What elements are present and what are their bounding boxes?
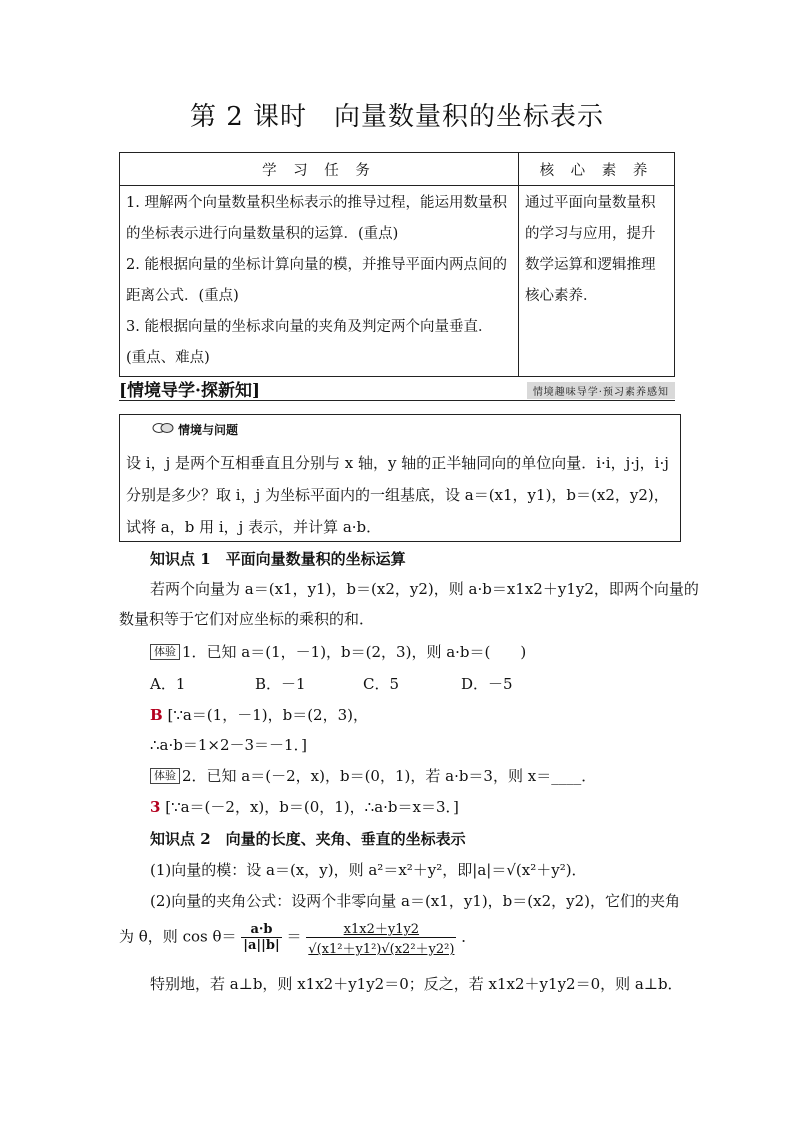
k2-heading: 知识点 2 向量的长度、夹角、垂直的坐标表示 bbox=[150, 830, 466, 848]
task-item-1: 1. 理解两个向量数量积坐标表示的推导过程，能运用数量积的坐标表示进行向量数量积的运算．(重点) bbox=[126, 195, 507, 242]
ex1-option-b: B．－1 bbox=[255, 675, 306, 693]
task-item-2: 2. 能根据向量的坐标计算向量的模，并推导平面内两点间的距离公式．(重点) bbox=[126, 257, 507, 304]
ex1-question: 1．已知 a＝(1，－1)，b＝(2，3)，则 a·b＝( ) bbox=[182, 643, 527, 661]
core-cell: 通过平面向量数量积的学习与应用，提升数学运算和逻辑推理核心素养． bbox=[519, 186, 675, 377]
section-band bbox=[119, 376, 675, 401]
band-subtitle: 情境趣味导学·预习素养感知 bbox=[527, 382, 675, 399]
cos-fraction-2 bbox=[306, 918, 456, 957]
k2-perpendicular: 特别地，若 a⊥b，则 x1x2＋y1y2＝0；反之，若 x1x2＋y1y2＝0，则 a⊥b． bbox=[150, 975, 683, 993]
ex1-solution-1: [∵a＝(1，－1)，b＝(2，3)， bbox=[167, 706, 368, 724]
ex1-option-a: A．1 bbox=[150, 675, 186, 693]
chat-icon bbox=[152, 422, 174, 437]
scenario-head-label: 情境与问题 bbox=[178, 423, 239, 437]
frac2-denominator: √(x1²＋y1²)√(x2²＋y2²) bbox=[308, 942, 455, 957]
ex1-question-row bbox=[150, 641, 794, 662]
header-tasks: 学 习 任 务 bbox=[120, 153, 519, 186]
scenario-head bbox=[152, 421, 238, 438]
ex1-option-d: D．－5 bbox=[461, 675, 513, 693]
ex2-tag: 体验 bbox=[150, 768, 180, 784]
ex2-answer: 3 bbox=[150, 798, 161, 816]
k2-modulus: (1)向量的模：设 a＝(x，y)，则 a²＝x²＋y²，即|a|＝√(x²＋y²)． bbox=[150, 861, 587, 879]
ex1-solution-row bbox=[150, 704, 794, 725]
ex1-answer: B bbox=[150, 706, 163, 724]
ex2-question: 2．已知 a＝(－2，x)，b＝(0，1)，若 a·b＝3，则 x＝____． bbox=[182, 767, 597, 785]
k1-text-1: 若两个向量为 a＝(x1，y1)，b＝(x2，y2)，则 a·b＝x1x2＋y1y2，即两个向量的 bbox=[150, 580, 699, 598]
k2-angle-1: (2)向量的夹角公式：设两个非零向量 a＝(x1，y1)，b＝(x2，y2)，它们的夹角 bbox=[150, 892, 681, 910]
ex1-option-c: C．5 bbox=[363, 675, 400, 693]
task-table bbox=[119, 152, 675, 377]
k2-angle-formula: 为 θ，则 cos θ＝ $\frac{a\cdot b}{|a||b|}$ ＝ $\frac{x1x2+y1y2}{\text{√(x1²＋y1²)√(x2²＋y2²)}}$ ． bbox=[119, 918, 794, 957]
band-title: [情境导学·探新知] bbox=[119, 381, 261, 401]
ex2-solution-row bbox=[150, 796, 794, 817]
k1-heading: 知识点 1 平面向量数量积的坐标运算 bbox=[150, 550, 406, 568]
scenario-text: 设 i，j 是两个互相垂直且分别与 x 轴，y 轴的正半轴同向的单位向量．i·i，j·j，i·j 分别是多少？取 i，j 为坐标平面内的一组基底，设 a＝(x1，y1)，b＝(x2，y2)，试将 a，b 用 i，j 表示，并计算 a·b． bbox=[126, 454, 669, 536]
frac1-denominator: |a||b| bbox=[243, 938, 280, 953]
scenario-box bbox=[119, 414, 681, 542]
header-core: 核 心 素 养 bbox=[519, 153, 675, 186]
ex2-solution: [∵a＝(－2，x)，b＝(0，1)，∴a·b＝x＝3．] bbox=[165, 798, 459, 816]
frac2-numerator: x1x2＋y1y2 bbox=[306, 918, 456, 938]
tasks-cell bbox=[120, 186, 519, 377]
ex1-solution-2: ∴a·b＝1×2－3＝－1．] bbox=[150, 736, 307, 754]
k1-text-2: 数量积等于它们对应坐标的乘积的和． bbox=[119, 610, 375, 628]
task-item-3: 3. 能根据向量的坐标求向量的夹角及判定两个向量垂直．(重点、难点) bbox=[126, 319, 493, 366]
ex1-tag: 体验 bbox=[150, 644, 180, 660]
cos-fraction-1 bbox=[241, 922, 281, 953]
page-title: 第 2 课时 向量数量积的坐标表示 bbox=[189, 102, 605, 132]
ex2-question-row bbox=[150, 765, 794, 786]
frac1-numerator: a·b bbox=[241, 922, 281, 938]
k2-angle-2: 为 θ，则 cos θ＝ bbox=[119, 927, 237, 946]
ex1-options bbox=[150, 673, 794, 694]
